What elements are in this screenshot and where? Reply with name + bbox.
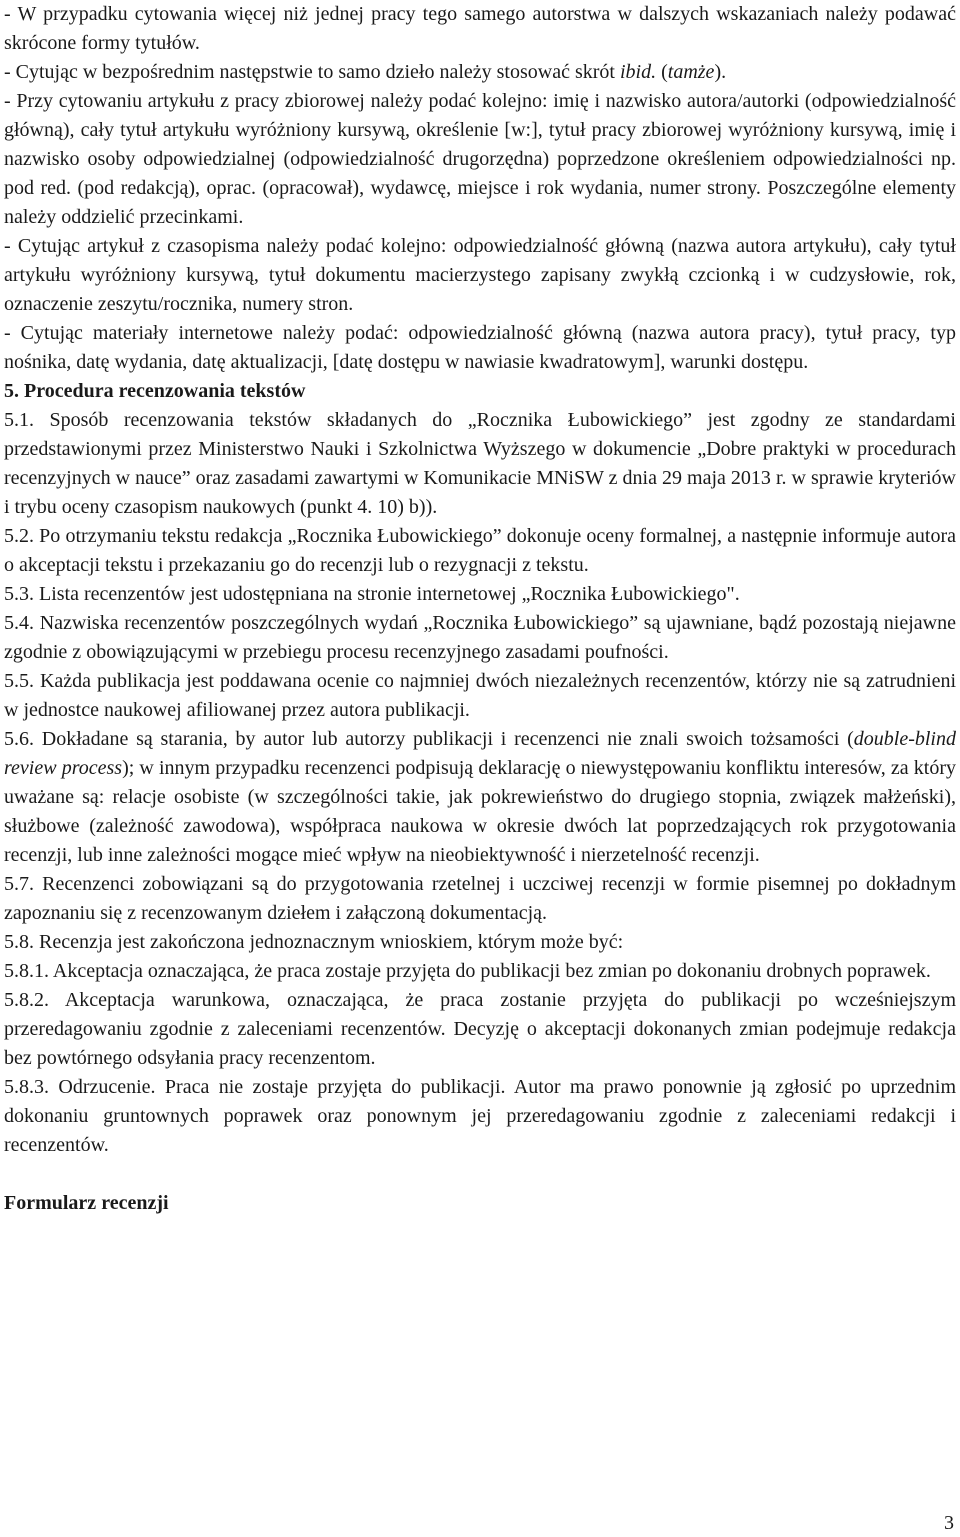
paragraph-text: (	[656, 61, 668, 83]
heading-text: 5. Procedura recenzowania tekstów	[4, 380, 306, 402]
section-heading-review-form	[4, 1189, 956, 1218]
paragraph-text: - Przy cytowaniu artykułu z pracy zbiorowej należy podać kolejno: imię i nazwisko autora/autorki (odpowiedzialność główną), cały tytuł artykułu wyróżniony kursywą, określenie [w:], tytuł pracy zbiorowej wyróżniony kursywą, imię i nazwisko osoby odpowiedzialnej (odpowiedzialność drugorzędna) poprzedzone określeniem odpowiedzialności np. pod red. (pod redakcją), oprac. (opracował), wydawcę, miejsce i rok wydania, numer strony. Poszczególne elementy należy oddzielić przecinkami.	[4, 90, 956, 228]
page-number: 3	[944, 1512, 954, 1534]
paragraph-5-3	[4, 580, 956, 609]
paragraph-5-6	[4, 725, 956, 870]
paragraph-collective-work	[4, 87, 956, 232]
paragraph-5-8-2	[4, 986, 956, 1073]
paragraph-5-7	[4, 870, 956, 928]
document-page	[4, 0, 956, 1218]
paragraph-text: 5.3. Lista recenzentów jest udostępniana na stronie internetowej „Rocznika Łubowickiego".	[4, 583, 740, 605]
paragraph-text: 5.2. Po otrzymaniu tekstu redakcja „Rocznika Łubowickiego” dokonuje oceny formalnej, a następnie informuje autora o akceptacji tekstu i przekazaniu go do recenzji lub o rezygnacji z tekstu.	[4, 525, 956, 576]
paragraph-journal-article	[4, 232, 956, 319]
italic-ibid: ibid.	[619, 61, 657, 83]
paragraph-5-1	[4, 406, 956, 522]
paragraph-5-8	[4, 928, 956, 957]
section-heading-review-procedure	[4, 377, 956, 406]
italic-double-blind: double-blind review process	[4, 728, 956, 779]
paragraph-5-5	[4, 667, 956, 725]
paragraph-text: 5.8.3. Odrzucenie. Praca nie zostaje przyjęta do publikacji. Autor ma prawo ponownie ją zgłosić po uprzednim dokonaniu gruntownych poprawek oraz ponownym jej przeredagowaniu zgodnie z zaleceniami redakcji i recenzentów.	[4, 1076, 956, 1156]
heading-text: Formularz recenzji	[4, 1192, 169, 1214]
paragraph-text: - Cytując materiały internetowe należy podać: odpowiedzialność główną (nazwa autora pracy), tytuł pracy, typ nośnika, datę wydania, datę aktualizacji, [datę dostępu w nawiasie kwadratowym], warunki dostępu.	[4, 322, 956, 373]
paragraph-text: 5.8.2. Akceptacja warunkowa, oznaczająca, że praca zostanie przyjęta do publikacji po wcześniejszym przeredagowaniu zgodnie z zaleceniami recenzentów. Decyzję o akceptacji dokonanych zmian podejmuje redakcja bez powtórnego odsyłania pracy recenzentom.	[4, 989, 956, 1069]
paragraph-repeat-citation	[4, 0, 956, 58]
paragraph-5-8-3	[4, 1073, 956, 1160]
paragraph-text: 5.1. Sposób recenzowania tekstów składanych do „Rocznika Łubowickiego” jest zgodny ze standardami przedstawionymi przez Ministerstwo Nauki i Szkolnictwa Wyższego w dokumencie „Dobre praktyki w procedurach recenzyjnych w nauce” oraz zasadami zawartymi w Komunikacie MNiSW z dnia 29 maja 2013 r. w sprawie kryteriów i trybu oceny czasopism naukowych (punkt 4. 10) b)).	[4, 409, 956, 518]
paragraph-5-4	[4, 609, 956, 667]
paragraph-text: 5.4. Nazwiska recenzentów poszczególnych wydań „Rocznika Łubowickiego” są ujawniane, bądź pozostają niejawne zgodnie z obowiązującymi w przebiegu procesu recenzyjnego zasadami poufności.	[4, 612, 956, 663]
paragraph-5-2	[4, 522, 956, 580]
paragraph-text: 5.8. Recenzja jest zakończona jednoznacznym wnioskiem, którym może być:	[4, 931, 624, 953]
italic-tamze: tamże	[667, 61, 715, 83]
paragraph-text: - Cytując artykuł z czasopisma należy podać kolejno: odpowiedzialność główną (nazwa autora artykułu), cały tytuł artykułu wyróżniony kursywą, tytuł dokumentu macierzystego zapisany zwykłą czcionką i w cudzysłowie, rok, oznaczenie zeszytu/rocznika, numery stron.	[4, 235, 956, 315]
paragraph-text: ); w innym przypadku recenzenci podpisują deklarację o niewystępowaniu konfliktu interesów, za który uważane są: relacje osobiste (w szczególności takie, jak pokrewieństwo do drugiego stopnia, związek małżeński), służbowe (zależność zawodowa), współpraca naukowa w okresie dwóch lat poprzedzających rok przygotowania recenzji, lub inne zależności mogące mieć wpływ na nieobiektywność i nierzetelność recenzji.	[4, 757, 957, 866]
paragraph-text: ).	[714, 61, 727, 83]
paragraph-text: 5.8.1. Akceptacja oznaczająca, że praca zostaje przyjęta do publikacji bez zmian po dokonaniu drobnych poprawek.	[4, 960, 931, 982]
paragraph-text: 5.6. Dokładane są starania, by autor lub autorzy publikacji i recenzenci nie znali swoich tożsamości (	[4, 728, 854, 750]
paragraph-text: 5.5. Każda publikacja jest poddawana ocenie co najmniej dwóch niezależnych recenzentów, którzy nie są zatrudnieni w jednostce naukowej afiliowanej przez autora publikacji.	[4, 670, 956, 721]
spacer	[4, 1160, 956, 1189]
paragraph-ibid	[4, 58, 956, 87]
paragraph-text: - Cytując w bezpośrednim następstwie to samo dzieło należy stosować skrót	[4, 61, 620, 83]
paragraph-text: 5.7. Recenzenci zobowiązani są do przygotowania rzetelnej i uczciwej recenzji w formie pisemnej po dokładnym zapoznaniu się z recenzowanym dziełem i załączoną dokumentacją.	[4, 873, 956, 924]
paragraph-text: - W przypadku cytowania więcej niż jednej pracy tego samego autorstwa w dalszych wskazaniach należy podawać skrócone formy tytułów.	[4, 3, 956, 54]
paragraph-internet-materials	[4, 319, 956, 377]
paragraph-5-8-1	[4, 957, 956, 986]
